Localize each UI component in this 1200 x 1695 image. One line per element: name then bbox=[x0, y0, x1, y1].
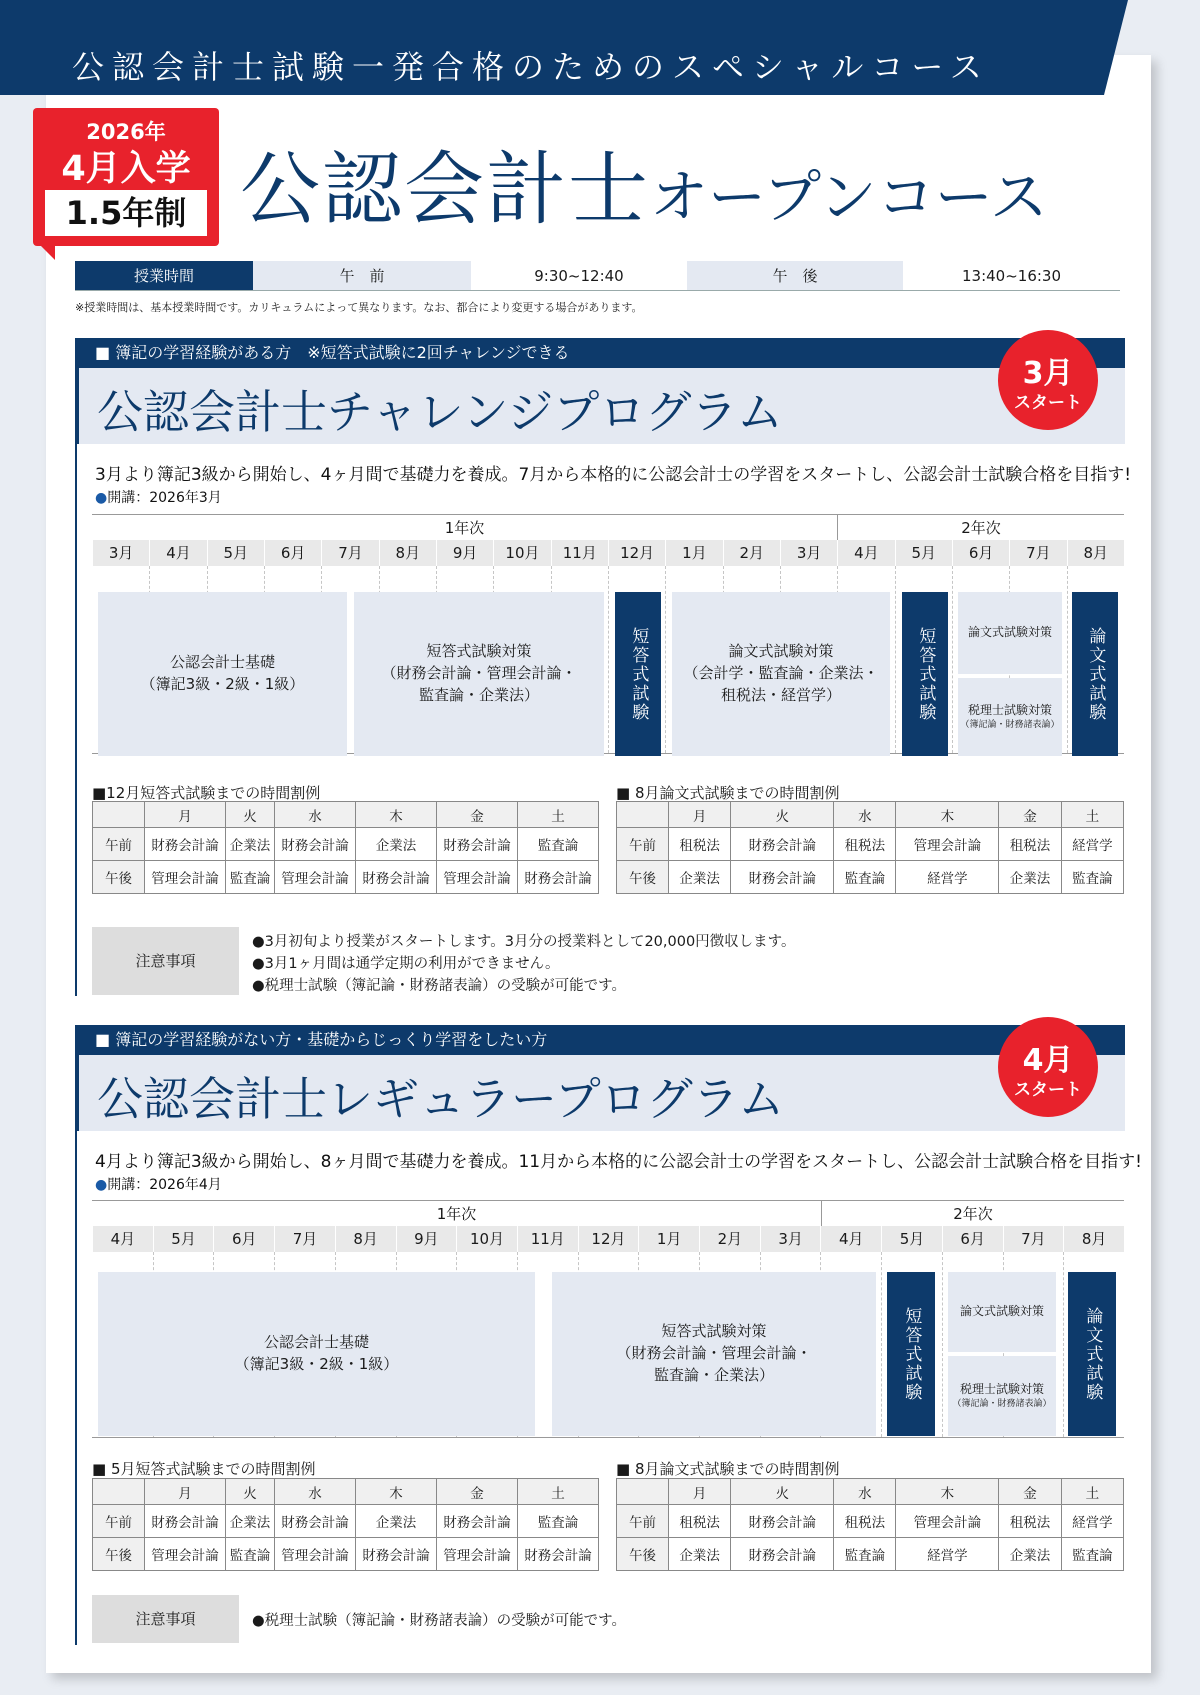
subject-cell: 租税法 bbox=[669, 1505, 731, 1538]
subject-cell: 企業法 bbox=[999, 861, 1061, 894]
subject-cell: 管理会計論 bbox=[275, 1538, 356, 1571]
subject-cell: 財務会計論 bbox=[275, 1505, 356, 1538]
month-cell: 7月 bbox=[1003, 1226, 1064, 1252]
month-cell: 9月 bbox=[396, 1226, 457, 1252]
program2-essay-exam: 論文式試験 bbox=[1068, 1272, 1116, 1436]
class-hours bbox=[75, 261, 1120, 291]
program2-start-badge bbox=[998, 1017, 1098, 1117]
banner-text: 公認会計士試験一発合格のためのスペシャルコース bbox=[72, 48, 990, 86]
day-header: 木 bbox=[896, 802, 999, 828]
day-header: 土 bbox=[1061, 1479, 1123, 1505]
subject-cell: 財務会計論 bbox=[731, 1538, 834, 1571]
subject-cell: 租税法 bbox=[999, 828, 1061, 861]
program2-schedule bbox=[92, 1200, 1124, 1438]
month-cell: 6月 bbox=[942, 1226, 1003, 1252]
program2-essay-timetable bbox=[616, 1478, 1124, 1571]
period-header: 午後 bbox=[93, 861, 145, 894]
month-cell: 8月 bbox=[379, 540, 436, 566]
subject-cell: 企業法 bbox=[669, 1538, 731, 1571]
subject-cell: 管理会計論 bbox=[145, 1538, 226, 1571]
badge-year: 2026年 bbox=[86, 120, 166, 144]
badge-term: 1.5年制 bbox=[45, 190, 207, 236]
day-header: 土 bbox=[1061, 802, 1123, 828]
subject-cell: 租税法 bbox=[999, 1505, 1061, 1538]
subject-cell: 経営学 bbox=[896, 1538, 999, 1571]
subject-cell: 租税法 bbox=[834, 1505, 896, 1538]
program2-tax-prep: 税理士試験対策 （簿記論・財務諸表論） bbox=[948, 1356, 1056, 1436]
month-cell: 3月 bbox=[780, 540, 837, 566]
subject-cell: 企業法 bbox=[999, 1538, 1061, 1571]
hours-note: ※授業時間は、基本授業時間です。カリキュラムによって異なります。なお、都合により変更する場合があります。 bbox=[75, 301, 643, 314]
subject-cell: 監査論 bbox=[518, 828, 599, 861]
program1-short-prep-block: 短答式試験対策 （財務会計論・管理会計論・ 監査論・企業法） bbox=[354, 592, 604, 756]
program1-side-rule bbox=[75, 368, 77, 996]
enrollment-badge bbox=[33, 108, 219, 246]
month-cell: 6月 bbox=[213, 1226, 274, 1252]
subject-cell: 租税法 bbox=[834, 828, 896, 861]
day-header: 月 bbox=[669, 1479, 731, 1505]
title-sub: オープンコース bbox=[650, 163, 1048, 231]
month-cell: 12月 bbox=[608, 540, 665, 566]
subject-cell: 監査論 bbox=[834, 861, 896, 894]
program1-schedule bbox=[92, 514, 1124, 754]
subject-cell: 管理会計論 bbox=[145, 861, 226, 894]
program2-open bbox=[95, 1174, 222, 1194]
program2-year1: 1年次 bbox=[92, 1200, 821, 1226]
month-cell: 10月 bbox=[493, 540, 550, 566]
program1-basic-block: 公認会計士基礎 （簿記3級・2級・1級） bbox=[98, 592, 347, 756]
month-cell: 5月 bbox=[881, 1226, 942, 1252]
subject-cell: 財務会計論 bbox=[356, 861, 437, 894]
program1-tt1-title: ■12月短答式試験までの時間割例 bbox=[92, 784, 321, 802]
program2-title-box bbox=[75, 1055, 1125, 1131]
corner-cell bbox=[617, 1479, 669, 1505]
corner-cell bbox=[93, 1479, 145, 1505]
program1-months bbox=[92, 540, 1124, 566]
month-cell: 3月 bbox=[92, 540, 149, 566]
month-cell: 5月 bbox=[895, 540, 952, 566]
day-header: 木 bbox=[896, 1479, 999, 1505]
hours-am-time: 9:30~12:40 bbox=[534, 267, 624, 285]
subject-cell: 管理会計論 bbox=[896, 828, 999, 861]
program2-note-label: 注意事項 bbox=[92, 1595, 239, 1643]
program1-start-label: スタート bbox=[1014, 393, 1082, 413]
program2-timeline bbox=[92, 1252, 1124, 1438]
day-header: 火 bbox=[731, 1479, 834, 1505]
period-header: 午前 bbox=[617, 1505, 669, 1538]
day-header: 火 bbox=[731, 802, 834, 828]
subject-cell: 管理会計論 bbox=[896, 1505, 999, 1538]
day-header: 水 bbox=[275, 1479, 356, 1505]
program2-start-label: スタート bbox=[1014, 1080, 1082, 1100]
period-header: 午前 bbox=[93, 828, 145, 861]
subject-cell: 監査論 bbox=[834, 1538, 896, 1571]
program1-short-timetable bbox=[92, 801, 599, 894]
day-header: 金 bbox=[437, 802, 518, 828]
program2-title: 公認会計士レギュラープログラム bbox=[97, 1072, 785, 1126]
subject-cell: 経営学 bbox=[1061, 1505, 1123, 1538]
month-cell: 7月 bbox=[274, 1226, 335, 1252]
day-header: 水 bbox=[834, 1479, 896, 1505]
bullet-icon: ● bbox=[95, 490, 108, 506]
month-cell: 8月 bbox=[1067, 540, 1124, 566]
program1-essay-timetable bbox=[616, 801, 1124, 894]
month-cell: 1月 bbox=[638, 1226, 699, 1252]
program1-note-3: ●税理士試験（簿記論・財務諸表論）の受験が可能です。 bbox=[252, 978, 626, 994]
program2-note-1: ●税理士試験（簿記論・財務諸表論）の受験が可能です。 bbox=[252, 1613, 626, 1629]
program2-short-prep-block: 短答式試験対策 （財務会計論・管理会計論・ 監査論・企業法） bbox=[552, 1272, 876, 1436]
program2-open-text: 開講：2026年4月 bbox=[107, 1177, 222, 1193]
day-header: 火 bbox=[225, 802, 274, 828]
program1-title: 公認会計士チャレンジプログラム bbox=[97, 385, 783, 439]
program1-short-exam-2: 短答式試験 bbox=[902, 592, 948, 756]
period-header: 午後 bbox=[617, 1538, 669, 1571]
corner-cell bbox=[617, 802, 669, 828]
program1-year1: 1年次 bbox=[92, 514, 837, 540]
day-header: 水 bbox=[834, 802, 896, 828]
month-gridline bbox=[1067, 566, 1068, 753]
page-title bbox=[240, 125, 1048, 240]
program2-side-rule bbox=[75, 1055, 77, 1645]
month-cell: 9月 bbox=[436, 540, 493, 566]
subject-cell: 財務会計論 bbox=[518, 1538, 599, 1571]
subject-cell: 管理会計論 bbox=[437, 1538, 518, 1571]
program1-year2: 2年次 bbox=[837, 514, 1124, 540]
month-cell: 4月 bbox=[92, 1226, 153, 1252]
month-cell: 5月 bbox=[207, 540, 264, 566]
day-header: 月 bbox=[145, 1479, 226, 1505]
period-header: 午前 bbox=[93, 1505, 145, 1538]
program1-essay-exam: 論文式試験 bbox=[1072, 592, 1118, 756]
month-gridline bbox=[942, 1252, 943, 1437]
subject-cell: 管理会計論 bbox=[275, 861, 356, 894]
day-header: 金 bbox=[999, 802, 1061, 828]
month-cell: 6月 bbox=[264, 540, 321, 566]
program1-short-exam: 短答式試験 bbox=[615, 592, 661, 756]
program2-short-exam: 短答式試験 bbox=[887, 1272, 935, 1436]
day-header: 土 bbox=[518, 1479, 599, 1505]
hours-pm: 午 後 bbox=[687, 261, 903, 290]
day-header: 木 bbox=[356, 802, 437, 828]
subject-cell: 財務会計論 bbox=[275, 828, 356, 861]
period-header: 午後 bbox=[617, 861, 669, 894]
day-header: 火 bbox=[225, 1479, 274, 1505]
month-cell: 7月 bbox=[321, 540, 378, 566]
program2-desc: 4月より簿記3級から開始し、8ヶ月間で基礎力を養成。11月から本格的に公認会計士の学習をスタートし、公認会計士試験合格を目指す! bbox=[95, 1152, 1142, 1172]
program2-short-timetable bbox=[92, 1478, 599, 1571]
title-main: 公認会計士 bbox=[240, 143, 650, 236]
program1-start-month: 3月 bbox=[1022, 356, 1074, 391]
program1-open-text: 開講：2026年3月 bbox=[107, 490, 222, 506]
program1-bar: ■ 簿記の学習経験がある方 ※短答式試験に2回チャレンジできる bbox=[75, 338, 1125, 368]
subject-cell: 財務会計論 bbox=[731, 1505, 834, 1538]
subject-cell: 監査論 bbox=[518, 1505, 599, 1538]
subject-cell: 財務会計論 bbox=[437, 828, 518, 861]
program1-start-badge bbox=[998, 330, 1098, 430]
month-cell: 12月 bbox=[578, 1226, 639, 1252]
program2-year2: 2年次 bbox=[821, 1200, 1124, 1226]
month-cell: 2月 bbox=[699, 1226, 760, 1252]
program1-notes bbox=[252, 931, 796, 997]
program2-start-month: 4月 bbox=[1022, 1043, 1074, 1078]
month-gridline bbox=[881, 1252, 882, 1437]
month-cell: 6月 bbox=[952, 540, 1009, 566]
month-gridline bbox=[952, 566, 953, 753]
program2-essay-prep: 論文式試験対策 bbox=[948, 1272, 1056, 1352]
subject-cell: 経営学 bbox=[1061, 828, 1123, 861]
month-gridline bbox=[1063, 1252, 1064, 1437]
program2-bar: ■ 簿記の学習経験がない方・基礎からじっくり学習をしたい方 bbox=[75, 1025, 1125, 1055]
period-header: 午後 bbox=[93, 1538, 145, 1571]
hours-am: 午 前 bbox=[253, 261, 471, 290]
month-cell: 11月 bbox=[517, 1226, 578, 1252]
month-cell: 8月 bbox=[335, 1226, 396, 1252]
program2-months bbox=[92, 1226, 1124, 1252]
program1-tt2-title: ■ 8月論文式試験までの時間割例 bbox=[616, 784, 840, 802]
subject-cell: 財務会計論 bbox=[145, 1505, 226, 1538]
month-cell: 4月 bbox=[149, 540, 206, 566]
program1-timeline bbox=[92, 566, 1124, 754]
month-cell: 5月 bbox=[153, 1226, 214, 1252]
subject-cell: 財務会計論 bbox=[731, 828, 834, 861]
month-cell: 3月 bbox=[760, 1226, 821, 1252]
day-header: 木 bbox=[356, 1479, 437, 1505]
subject-cell: 租税法 bbox=[669, 828, 731, 861]
month-cell: 4月 bbox=[820, 1226, 881, 1252]
day-header: 金 bbox=[999, 1479, 1061, 1505]
hours-pm-time: 13:40~16:30 bbox=[961, 267, 1062, 285]
month-cell: 11月 bbox=[551, 540, 608, 566]
program1-open bbox=[95, 487, 222, 507]
day-header: 月 bbox=[669, 802, 731, 828]
month-gridline bbox=[608, 566, 609, 753]
subject-cell: 経営学 bbox=[896, 861, 999, 894]
program2-notes bbox=[252, 1610, 626, 1632]
program1-desc: 3月より簿記3級から開始し、4ヶ月間で基礎力を養成。7月から本格的に公認会計士の学習をスタートし、公認会計士試験合格を目指す! bbox=[95, 465, 1132, 485]
subject-cell: 監査論 bbox=[1061, 1538, 1123, 1571]
month-cell: 1月 bbox=[665, 540, 722, 566]
period-header: 午前 bbox=[617, 828, 669, 861]
bullet-icon: ● bbox=[95, 1177, 108, 1193]
subject-cell: 企業法 bbox=[225, 828, 274, 861]
program1-tax-prep: 税理士試験対策 （簿記論・財務諸表論） bbox=[958, 678, 1062, 756]
program2-tt1-title: ■ 5月短答式試験までの時間割例 bbox=[92, 1460, 316, 1478]
subject-cell: 財務会計論 bbox=[356, 1538, 437, 1571]
corner-cell bbox=[93, 802, 145, 828]
program2-tt2-title: ■ 8月論文式試験までの時間割例 bbox=[616, 1460, 840, 1478]
subject-cell: 管理会計論 bbox=[437, 861, 518, 894]
badge-entry: 4月入学 bbox=[61, 149, 191, 189]
day-header: 土 bbox=[518, 802, 599, 828]
hours-label: 授業時間 bbox=[75, 261, 253, 290]
month-cell: 4月 bbox=[837, 540, 894, 566]
month-gridline bbox=[665, 566, 666, 753]
subject-cell: 財務会計論 bbox=[731, 861, 834, 894]
month-cell: 10月 bbox=[456, 1226, 517, 1252]
subject-cell: 企業法 bbox=[669, 861, 731, 894]
day-header: 水 bbox=[275, 802, 356, 828]
subject-cell: 監査論 bbox=[1061, 861, 1123, 894]
subject-cell: 監査論 bbox=[225, 861, 274, 894]
subject-cell: 企業法 bbox=[356, 1505, 437, 1538]
month-cell: 8月 bbox=[1063, 1226, 1124, 1252]
subject-cell: 財務会計論 bbox=[437, 1505, 518, 1538]
subject-cell: 企業法 bbox=[356, 828, 437, 861]
program2-basic-block: 公認会計士基礎 （簿記3級・2級・1級） bbox=[98, 1272, 535, 1436]
subject-cell: 財務会計論 bbox=[145, 828, 226, 861]
program1-note-2: ●3月1ヶ月間は通学定期の利用ができません。 bbox=[252, 956, 560, 972]
day-header: 金 bbox=[437, 1479, 518, 1505]
subject-cell: 財務会計論 bbox=[518, 861, 599, 894]
program1-essay-prep-2: 論文式試験対策 bbox=[958, 592, 1062, 674]
subject-cell: 企業法 bbox=[225, 1505, 274, 1538]
month-cell: 7月 bbox=[1009, 540, 1066, 566]
subject-cell: 監査論 bbox=[225, 1538, 274, 1571]
month-cell: 2月 bbox=[723, 540, 780, 566]
program1-note-1: ●3月初旬より授業がスタートします。3月分の授業料として20,000円徴収します。 bbox=[252, 934, 796, 950]
program1-essay-prep-block: 論文式試験対策 （会計学・監査論・企業法・ 租税法・経営学） bbox=[672, 592, 890, 756]
day-header: 月 bbox=[145, 802, 226, 828]
month-gridline bbox=[895, 566, 896, 753]
program1-title-box bbox=[75, 368, 1125, 444]
program1-note-label: 注意事項 bbox=[92, 927, 239, 995]
